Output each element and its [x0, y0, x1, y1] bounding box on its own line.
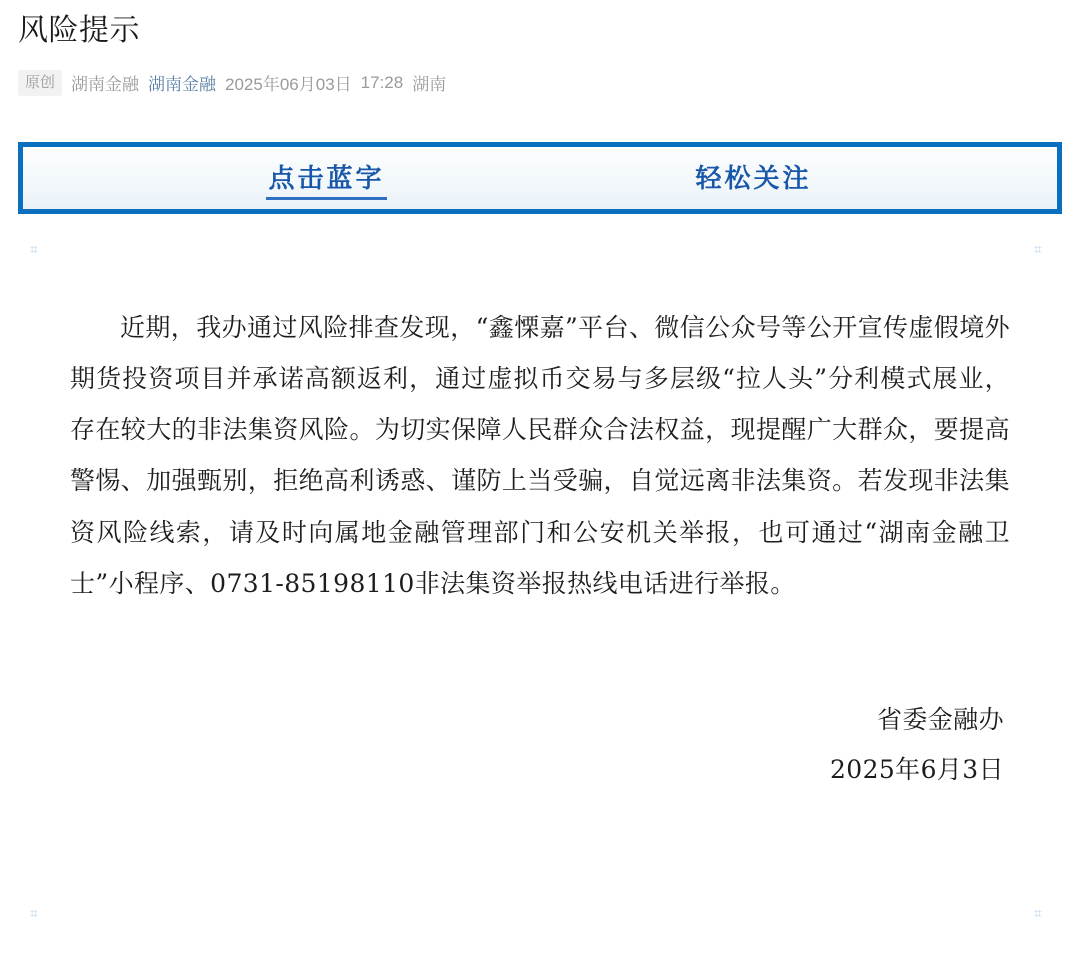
account-name: 湖南金融	[71, 75, 140, 94]
corner-mark-icon-bottom-right: ⌗	[1034, 905, 1042, 922]
original-badge: 原创	[18, 70, 62, 96]
banner-right-text: 轻松关注	[695, 163, 812, 194]
article-meta	[0, 50, 1080, 96]
follow-banner-image	[18, 142, 1062, 214]
corner-mark-icon-top-left: ⌗	[30, 241, 38, 258]
corner-mark-icon-bottom-left: ⌗	[30, 905, 38, 922]
corner-mark-icon-top-right: ⌗	[1034, 241, 1042, 258]
notice-card	[18, 232, 1062, 932]
notice-body-paragraph: 近期，我办通过风险排查发现，“鑫慄嘉”平台、微信公众号等公开宣传虚假境外期货投资项目并承诺高额返利，通过虚拟币交易与多层级“拉人头”分利模式展业，存在较大的非法集资风险。为切实保障人民群众合法权益，现提醒广大群众，要提高警惕、加强甄别，拒绝高利诱惑、谨防上当受骗，自觉远离非法集资。若发现非法集资风险线索，请及时向属地金融管理部门和公安机关举报，也可通过“湖南金融卫士”小程序、0731-85198110非法集资举报热线电话进行举报。	[70, 312, 1010, 598]
banner-left-text: 点击蓝字	[268, 158, 384, 198]
signature-org: 省委金融办	[876, 705, 1004, 734]
page-title: 风险提示	[18, 14, 140, 47]
signature-block	[70, 695, 1010, 795]
publish-time: 17:28	[360, 72, 404, 92]
publish-date: 2025年06月03日	[225, 75, 352, 94]
publish-region: 湖南	[412, 75, 447, 94]
signature-date: 2025年6月3日	[829, 755, 1004, 784]
account-link[interactable]: 湖南金融	[148, 75, 217, 94]
